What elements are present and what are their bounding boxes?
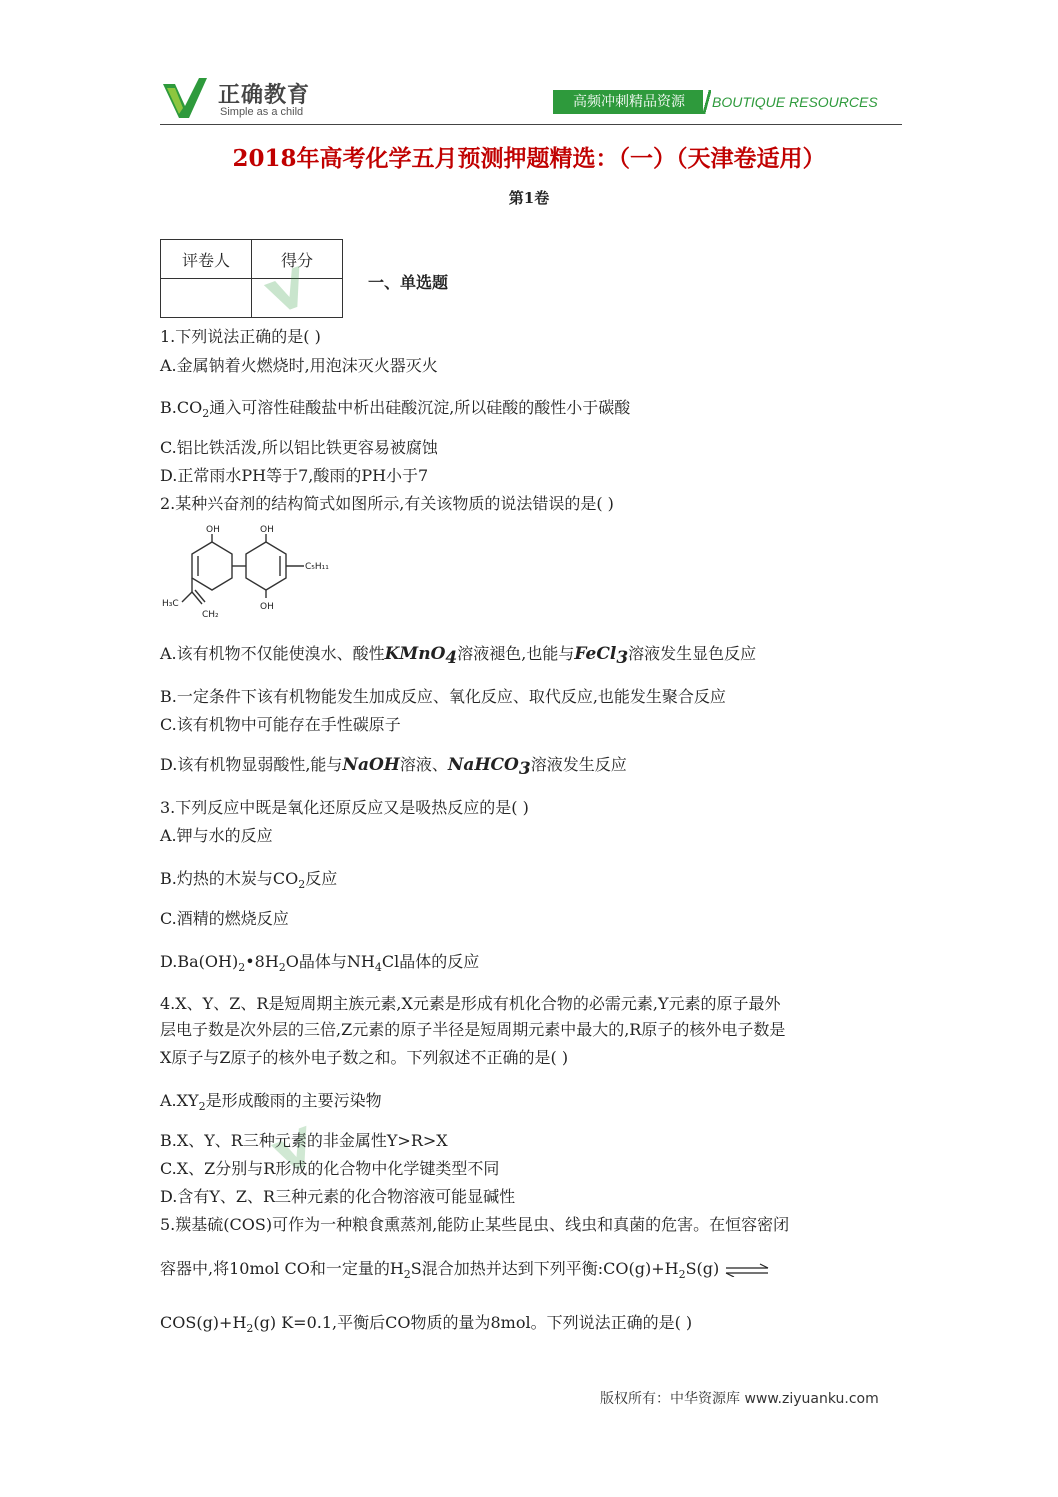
section-title: 一、单选题 (368, 273, 449, 292)
grader-header: 评卷人 (161, 240, 252, 279)
q1-stem: 1.下列说法正确的是( ) (160, 327, 321, 346)
q3-option-b: B.灼热的木炭与$CO_2$反应 (160, 869, 338, 892)
q1-option-c: C.铝比铁活泼,所以铝比铁更容易被腐蚀 (160, 438, 438, 457)
q1-option-b: $B.CO_2$通入可溶性硅酸盐中析出硅酸沉淀,所以硅酸的酸性小于碳酸 (160, 398, 631, 421)
q5-stem-line3: $COS(g)+H_2(g)$ K=0.1,平衡后CO物质的量为8mol。下列说法正确的是( ) (160, 1313, 693, 1336)
logo-text: 正确教育 (218, 83, 311, 108)
structure-formula-image (160, 522, 340, 620)
q2-stem: 2.某种兴奋剂的结构简式如图所示,有关该物质的说法错误的是( ) (160, 494, 614, 513)
q3-stem: 3.下列反应中既是氧化还原反应又是吸热反应的是( ) (160, 798, 529, 817)
banner-english: BOUTIQUE RESOURCES (712, 94, 878, 110)
q5-stem-line2: 容器中,将10mol CO和一定量的$H_2S$混合加热并达到下列平衡$:CO(g)+H_2S(g)$ (160, 1256, 770, 1281)
page-title: 2018年高考化学五月预测押题精选：（一）（天津卷适用） (232, 145, 826, 172)
q4-option-a: $A.XY_2$是形成酸雨的主要污染物 (160, 1091, 382, 1114)
q1-option-d: D.正常雨水PH等于7,酸雨的PH小于7 (160, 466, 429, 485)
q4-stem-line3: X原子与Z原子的核外电子数之和。下列叙述不正确的是( ) (160, 1048, 569, 1067)
mol-oh-3: OH (260, 602, 274, 612)
q2-option-b: B.一定条件下该有机物能发生加成反应、氧化反应、取代反应,也能发生聚合反应 (160, 687, 726, 706)
logo-check-icon (163, 78, 207, 118)
mol-oh-2: OH (260, 525, 274, 535)
volume-label: 第1卷 (508, 189, 550, 207)
q4-stem-line2: 层电子数是次外层的三倍,Z元素的原子半径是短周期元素中最大的,R原子的核外电子数是 (160, 1020, 786, 1039)
q1-option-a: A.金属钠着火燃烧时,用泡沫灭火器灭火 (160, 356, 438, 375)
q3-option-a: A.钾与水的反应 (160, 826, 273, 845)
q2-option-d: D.该有机物显弱酸性,能与NaOH溶液、NaHCO$_3$溶液发生反应 (160, 755, 627, 780)
q4-option-c: C.X、Z分别与R形成的化合物中化学键类型不同 (160, 1159, 500, 1178)
q4-stem-line1: 4.X、Y、Z、R是短周期主族元素,X元素是形成有机化合物的必需元素,Y元素的原子最外 (160, 994, 781, 1013)
header-rule (160, 124, 902, 125)
q2-option-c: C.该有机物中可能存在手性碳原子 (160, 715, 401, 734)
equilibrium-arrow-icon (724, 1263, 770, 1277)
q5-stem-line1: 5.羰基硫(COS)可作为一种粮食熏蒸剂,能防止某些昆虫、线虫和真菌的危害。在恒容密闭 (160, 1215, 790, 1234)
q4-option-d: D.含有Y、Z、R三种元素的化合物溶液可能显碱性 (160, 1187, 516, 1206)
mol-oh-1: OH (206, 525, 220, 535)
q2-option-a: A.该有机物不仅能使溴水、酸性KMnO$_4$溶液褪色,也能与FeCl$_3$溶液发生显色反应 (160, 644, 757, 669)
q3-option-d: $D.Ba(OH)_2•8H_2O$晶体与$NH_4Cl$晶体的反应 (160, 952, 480, 975)
mol-h3c: H₃C (162, 599, 179, 609)
score-header: 得分 (252, 240, 343, 279)
watermark-logo-icon (258, 236, 378, 316)
q3-option-c: C.酒精的燃烧反应 (160, 909, 289, 928)
mol-c5h11: C₅H₁₁ (305, 562, 329, 572)
grader-cell (161, 279, 252, 318)
banner-divider (703, 90, 711, 114)
logo-tagline: Simple as a child (220, 106, 304, 118)
copyright-footer: 版权所有：中华资源库 www.ziyuanku.com (600, 1391, 879, 1407)
q4-option-b: B.X、Y、R三种元素的非金属性Y>R>X (160, 1131, 448, 1150)
mol-ch2: CH₂ (202, 610, 219, 620)
banner-label: 高频冲刺精品资源 (553, 90, 705, 114)
